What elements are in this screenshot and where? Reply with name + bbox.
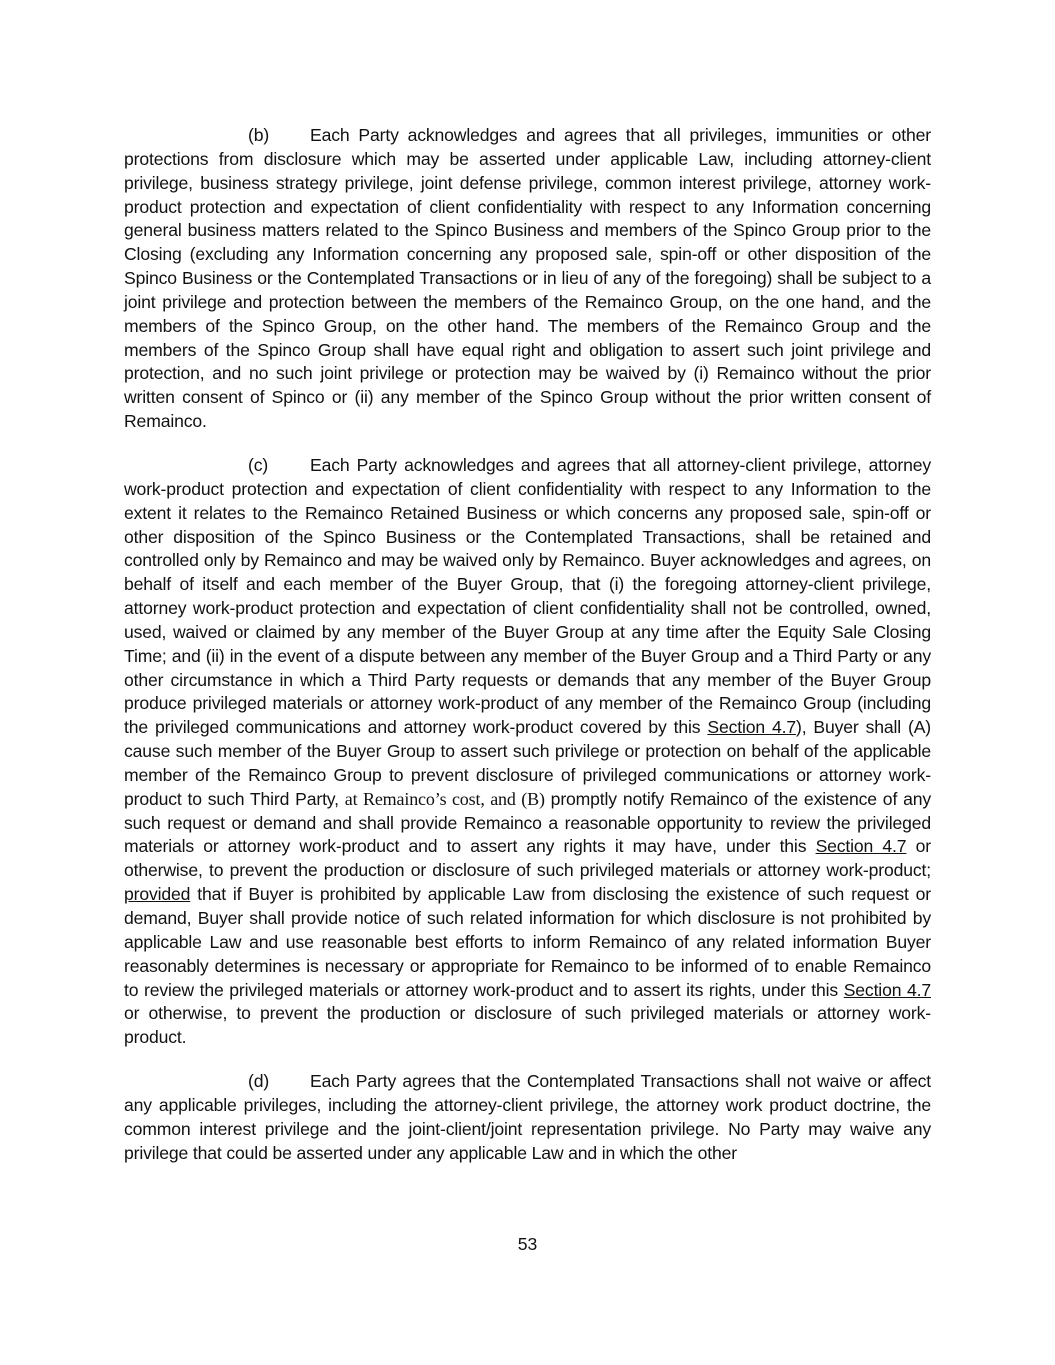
section-reference: Section 4.7 [707,717,796,738]
paragraph-c-text: Each Party acknowledges and agrees that all attorney-client privilege, attorney work-product protection and expectation of client confidentiality with respect to any Information to the extent it relates to the Remainco Retained Business or which concerns any proposed sale, spin-off or other disposition of the Spinco Business or the Contemplated Transactions, shall be retained and controlled only by Remainco and may be waived only by Remainco. Buyer acknowledges and agrees, on behalf of itself and each member of the Buyer Group, that (i) the foregoing attorney-client privilege, attorney work-product protection and expectation of client confidentiality shall not be controlled, owned, used, waived or claimed by any member of the Buyer Group at any time after the Equity Sale Closing Time; and (ii) in the event of a dispute between any member of the Buyer Group and a Third Party or any other circumstance in which a Third Party requests or demands that any member of the Buyer Group produce privileged materials or attorney work-product of any member of the Remainco Group (including the privileged communications and attorney work-product covered by this [124,454,931,738]
document-page [124,124,931,1165]
paragraph-c-text: that if Buyer is prohibited by applicable Law from disclosing the existence of such request or demand, Buyer shall provide notice of such related information for which disclosure is not prohibited by applicable Law and use reasonable best efforts to inform Remainco of any related information Buyer reasonably determines is necessary or appropriate for Remainco to be informed of to enable Remainco to review the privileged materials or attorney work-product and to assert its rights, under this [124,884,931,1000]
section-reference: Section 4.7 [843,979,931,1000]
paragraph-label: (d) [248,1071,270,1092]
paragraph-label: (c) [248,454,269,475]
paragraph-b [124,124,931,434]
provided-term: provided [124,884,191,905]
paragraph-c-serif-text: at Remainco’s cost, and (B) [344,788,545,809]
paragraph-b-text: Each Party acknowledges and agrees that all privileges, immunities or other protections from disclosure which may be asserted under applicable Law, including attorney-client privilege, business strategy privilege, joint defense privilege, common interest privilege, attorney work-product protection and expectation of client confidentiality with respect to any Information concerning general business matters related to the Spinco Business and members of the Spinco Group prior to the Closing (excluding any Information concerning any proposed sale, spin-off or other disposition of the Spinco Business or the Contemplated Transactions or in lieu of any of the foregoing) shall be subject to a joint privilege and protection between the members of the Remainco Group, on the one hand, and the members of the Spinco Group, on the other hand. The members of the Remainco Group and the members of the Spinco Group shall have equal right and obligation to assert such joint privilege and protection, and no such joint privilege or protection may be waived by (i) Remainco without the prior written consent of Spinco or (ii) any member of the Spinco Group without the prior written consent of Remainco. [124,125,931,432]
paragraph-c-text: or otherwise, to prevent the production or disclosure of such privileged materials or attorney work-product; [124,836,931,881]
section-reference: Section 4.7 [815,836,907,857]
paragraph-c-text: ), Buyer shall (A) cause such member of the Buyer Group to assert such privilege or protection on behalf of the applicable member of the Remainco Group to prevent disclosure of privileged communications or attorney work-product to such Third Party, [124,717,931,809]
paragraph-c-text: promptly notify Remainco of the existence of any such request or demand and shall provide Remainco a reasonable opportunity to review the privileged materials or attorney work-product and to assert any rights it may have, under this [124,788,931,857]
paragraph-d-text: Each Party agrees that the Contemplated Transactions shall not waive or affect any applicable privileges, including the attorney-client privilege, the attorney work product doctrine, the common interest privilege and the joint-client/joint representation privilege. No Party may waive any privilege that could be asserted under any applicable Law and in which the other [124,1071,931,1163]
paragraph-label: (b) [248,125,270,145]
paragraph-c [124,454,931,1050]
page-number: 53 [517,1234,538,1254]
paragraph-c-text: or otherwise, to prevent the production or disclosure of such privileged materials or attorney work-product. [124,1003,931,1048]
paragraph-d [124,1070,931,1165]
